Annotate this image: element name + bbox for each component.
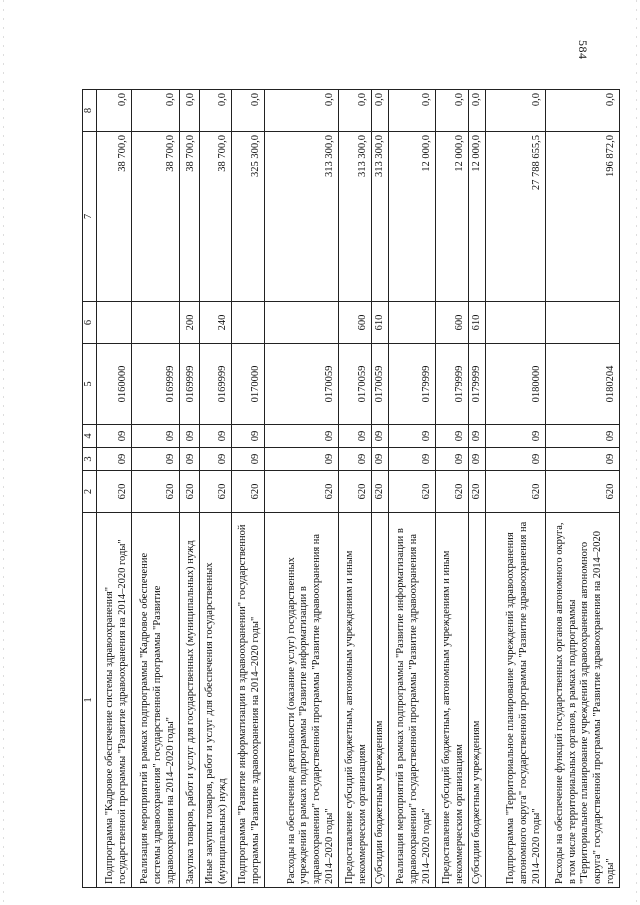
cell-c3: 09 xyxy=(435,448,468,471)
table-row xyxy=(96,90,131,888)
cell-c5: 0169999 xyxy=(179,344,199,425)
cell-c7: 27 788 655,5 xyxy=(485,132,545,302)
cell-c2: 620 xyxy=(485,471,545,513)
cell-c5: 0180000 xyxy=(485,344,545,425)
row-description: Иные закупки товаров, работ и услуг для обеспечения государственных (муниципальных) нужд xyxy=(199,513,231,888)
cell-c7: 325 300,0 xyxy=(231,132,264,302)
table-row xyxy=(131,90,179,888)
cell-c6: 200 xyxy=(179,302,199,344)
cell-c3: 09 xyxy=(231,448,264,471)
header-cell: 6 xyxy=(83,302,97,344)
cell-c8: 0,0 xyxy=(545,90,619,132)
cell-c4: 09 xyxy=(338,425,371,448)
table-row xyxy=(371,90,388,888)
cell-c8: 0,0 xyxy=(338,90,371,132)
cell-c5: 0179999 xyxy=(435,344,468,425)
cell-c3: 09 xyxy=(388,448,435,471)
cell-c7: 313 300,0 xyxy=(264,132,338,302)
scan-edge-left xyxy=(3,0,4,905)
table-row xyxy=(231,90,264,888)
row-description: Подпрограмма "Территориальное планирование учреждений здравоохранения автономного округа" государственной программы "Развитие здравоохранения на 2014–2020 годы" xyxy=(485,513,545,888)
row-description: Предоставление субсидий бюджетным, автономным учреждениям и иным некоммерческим организациям xyxy=(435,513,468,888)
table-row xyxy=(388,90,435,888)
cell-c2: 620 xyxy=(338,471,371,513)
cell-c7: 196 872,0 xyxy=(545,132,619,302)
row-description: Предоставление субсидий бюджетным, автономным учреждениям и иным некоммерческим организациям xyxy=(338,513,371,888)
cell-c8: 0,0 xyxy=(468,90,485,132)
cell-c2: 620 xyxy=(199,471,231,513)
cell-c6 xyxy=(545,302,619,344)
cell-c2: 620 xyxy=(545,471,619,513)
cell-c6: 600 xyxy=(338,302,371,344)
table-row xyxy=(485,90,545,888)
cell-c5: 0179999 xyxy=(388,344,435,425)
cell-c4: 09 xyxy=(179,425,199,448)
table-row xyxy=(435,90,468,888)
cell-c5: 0170059 xyxy=(264,344,338,425)
header-cell: 5 xyxy=(83,344,97,425)
cell-c7: 38 700,0 xyxy=(199,132,231,302)
cell-c5: 0170059 xyxy=(338,344,371,425)
header-cell: 4 xyxy=(83,425,97,448)
cell-c5: 0170059 xyxy=(371,344,388,425)
row-description: Расходы на обеспечение функций государственных органов автономного округа, в том числе территориальных органов, в рамках подпрограммы "Территориальное планирование учреждений здравоохранения автономного округа" государственной программы "Развитие здравоохранения на 2014–2020 годы" xyxy=(545,513,619,888)
cell-c3: 09 xyxy=(468,448,485,471)
row-description: Реализация мероприятий в рамках подпрограммы "Развитие информатизации в здравоохранении" государственной программы "Развитие здравоохранения на 2014–2020 годы" xyxy=(388,513,435,888)
row-description: Подпрограмма "Кадровое обеспечение системы здравоохранения" государственной программы "Развитие здравоохранения на 2014–2020 годы" xyxy=(96,513,131,888)
cell-c2: 620 xyxy=(435,471,468,513)
row-description: Субсидии бюджетным учреждениям xyxy=(371,513,388,888)
cell-c4: 09 xyxy=(131,425,179,448)
cell-c3: 09 xyxy=(371,448,388,471)
cell-c8: 0,0 xyxy=(371,90,388,132)
cell-c2: 620 xyxy=(371,471,388,513)
cell-c3: 09 xyxy=(131,448,179,471)
cell-c7: 313 300,0 xyxy=(338,132,371,302)
cell-c7: 313 300,0 xyxy=(371,132,388,302)
cell-c4: 09 xyxy=(485,425,545,448)
cell-c2: 620 xyxy=(131,471,179,513)
cell-c7: 38 700,0 xyxy=(96,132,131,302)
header-cell: 2 xyxy=(83,471,97,513)
cell-c3: 09 xyxy=(179,448,199,471)
cell-c4: 09 xyxy=(96,425,131,448)
cell-c2: 620 xyxy=(96,471,131,513)
cell-c8: 0,0 xyxy=(264,90,338,132)
cell-c4: 09 xyxy=(371,425,388,448)
cell-c5: 0170000 xyxy=(231,344,264,425)
header-cell: 3 xyxy=(83,448,97,471)
scan-edge-right xyxy=(636,0,637,905)
cell-c4: 09 xyxy=(435,425,468,448)
cell-c7: 38 700,0 xyxy=(179,132,199,302)
cell-c7: 12 000,0 xyxy=(435,132,468,302)
cell-c7: 12 000,0 xyxy=(468,132,485,302)
cell-c5: 0169999 xyxy=(131,344,179,425)
cell-c4: 09 xyxy=(388,425,435,448)
cell-c3: 09 xyxy=(96,448,131,471)
cell-c6 xyxy=(388,302,435,344)
cell-c6 xyxy=(264,302,338,344)
cell-c6: 240 xyxy=(199,302,231,344)
cell-c6 xyxy=(485,302,545,344)
row-description: Расходы на обеспечение деятельности (оказание услуг) государственных учреждений в рамках подпрограммы "Развитие информатизации в здравоохранении" государственной программы "Развитие здравоохранения на 2014–2020 годы" xyxy=(264,513,338,888)
table-row xyxy=(199,90,231,888)
row-description: Субсидии бюджетным учреждениям xyxy=(468,513,485,888)
budget-table xyxy=(82,89,620,888)
cell-c8: 0,0 xyxy=(131,90,179,132)
table-row xyxy=(338,90,371,888)
cell-c8: 0,0 xyxy=(199,90,231,132)
cell-c2: 620 xyxy=(231,471,264,513)
cell-c6: 610 xyxy=(371,302,388,344)
row-description: Закупка товаров, работ и услуг для государственных (муниципальных) нужд xyxy=(179,513,199,888)
cell-c4: 09 xyxy=(468,425,485,448)
cell-c5: 0160000 xyxy=(96,344,131,425)
cell-c5: 0180204 xyxy=(545,344,619,425)
cell-c6 xyxy=(96,302,131,344)
cell-c3: 09 xyxy=(485,448,545,471)
cell-c2: 620 xyxy=(388,471,435,513)
header-cell: 1 xyxy=(83,513,97,888)
cell-c4: 09 xyxy=(199,425,231,448)
table-row xyxy=(545,90,619,888)
row-description: Реализация мероприятий в рамках подпрограммы "Кадровое обеспечение системы здравоохранения" государственной программы "Развитие здравоохранения на 2014–2020 годы" xyxy=(131,513,179,888)
cell-c2: 620 xyxy=(264,471,338,513)
cell-c5: 0179999 xyxy=(468,344,485,425)
cell-c6 xyxy=(131,302,179,344)
cell-c6: 600 xyxy=(435,302,468,344)
cell-c8: 0,0 xyxy=(231,90,264,132)
cell-c4: 09 xyxy=(264,425,338,448)
cell-c3: 09 xyxy=(199,448,231,471)
cell-c4: 09 xyxy=(231,425,264,448)
table-row xyxy=(468,90,485,888)
cell-c7: 38 700,0 xyxy=(131,132,179,302)
cell-c8: 0,0 xyxy=(485,90,545,132)
cell-c5: 0169999 xyxy=(199,344,231,425)
cell-c7: 12 000,0 xyxy=(388,132,435,302)
cell-c8: 0,0 xyxy=(435,90,468,132)
cell-c2: 620 xyxy=(468,471,485,513)
rotated-table-wrapper xyxy=(82,90,616,888)
header-cell: 8 xyxy=(83,90,97,132)
table-header-row xyxy=(83,90,97,888)
cell-c3: 09 xyxy=(264,448,338,471)
cell-c4: 09 xyxy=(545,425,619,448)
cell-c6: 610 xyxy=(468,302,485,344)
cell-c8: 0,0 xyxy=(96,90,131,132)
cell-c3: 09 xyxy=(545,448,619,471)
header-cell: 7 xyxy=(83,132,97,302)
page-number: 584 xyxy=(576,40,590,60)
table-row xyxy=(264,90,338,888)
table-row xyxy=(179,90,199,888)
cell-c3: 09 xyxy=(338,448,371,471)
row-description: Подпрограмма "Развитие информатизации в здравоохранении" государственной программы "Развитие здравоохранения на 2014–2020 годы" xyxy=(231,513,264,888)
cell-c8: 0,0 xyxy=(179,90,199,132)
cell-c2: 620 xyxy=(179,471,199,513)
cell-c6 xyxy=(231,302,264,344)
cell-c8: 0,0 xyxy=(388,90,435,132)
